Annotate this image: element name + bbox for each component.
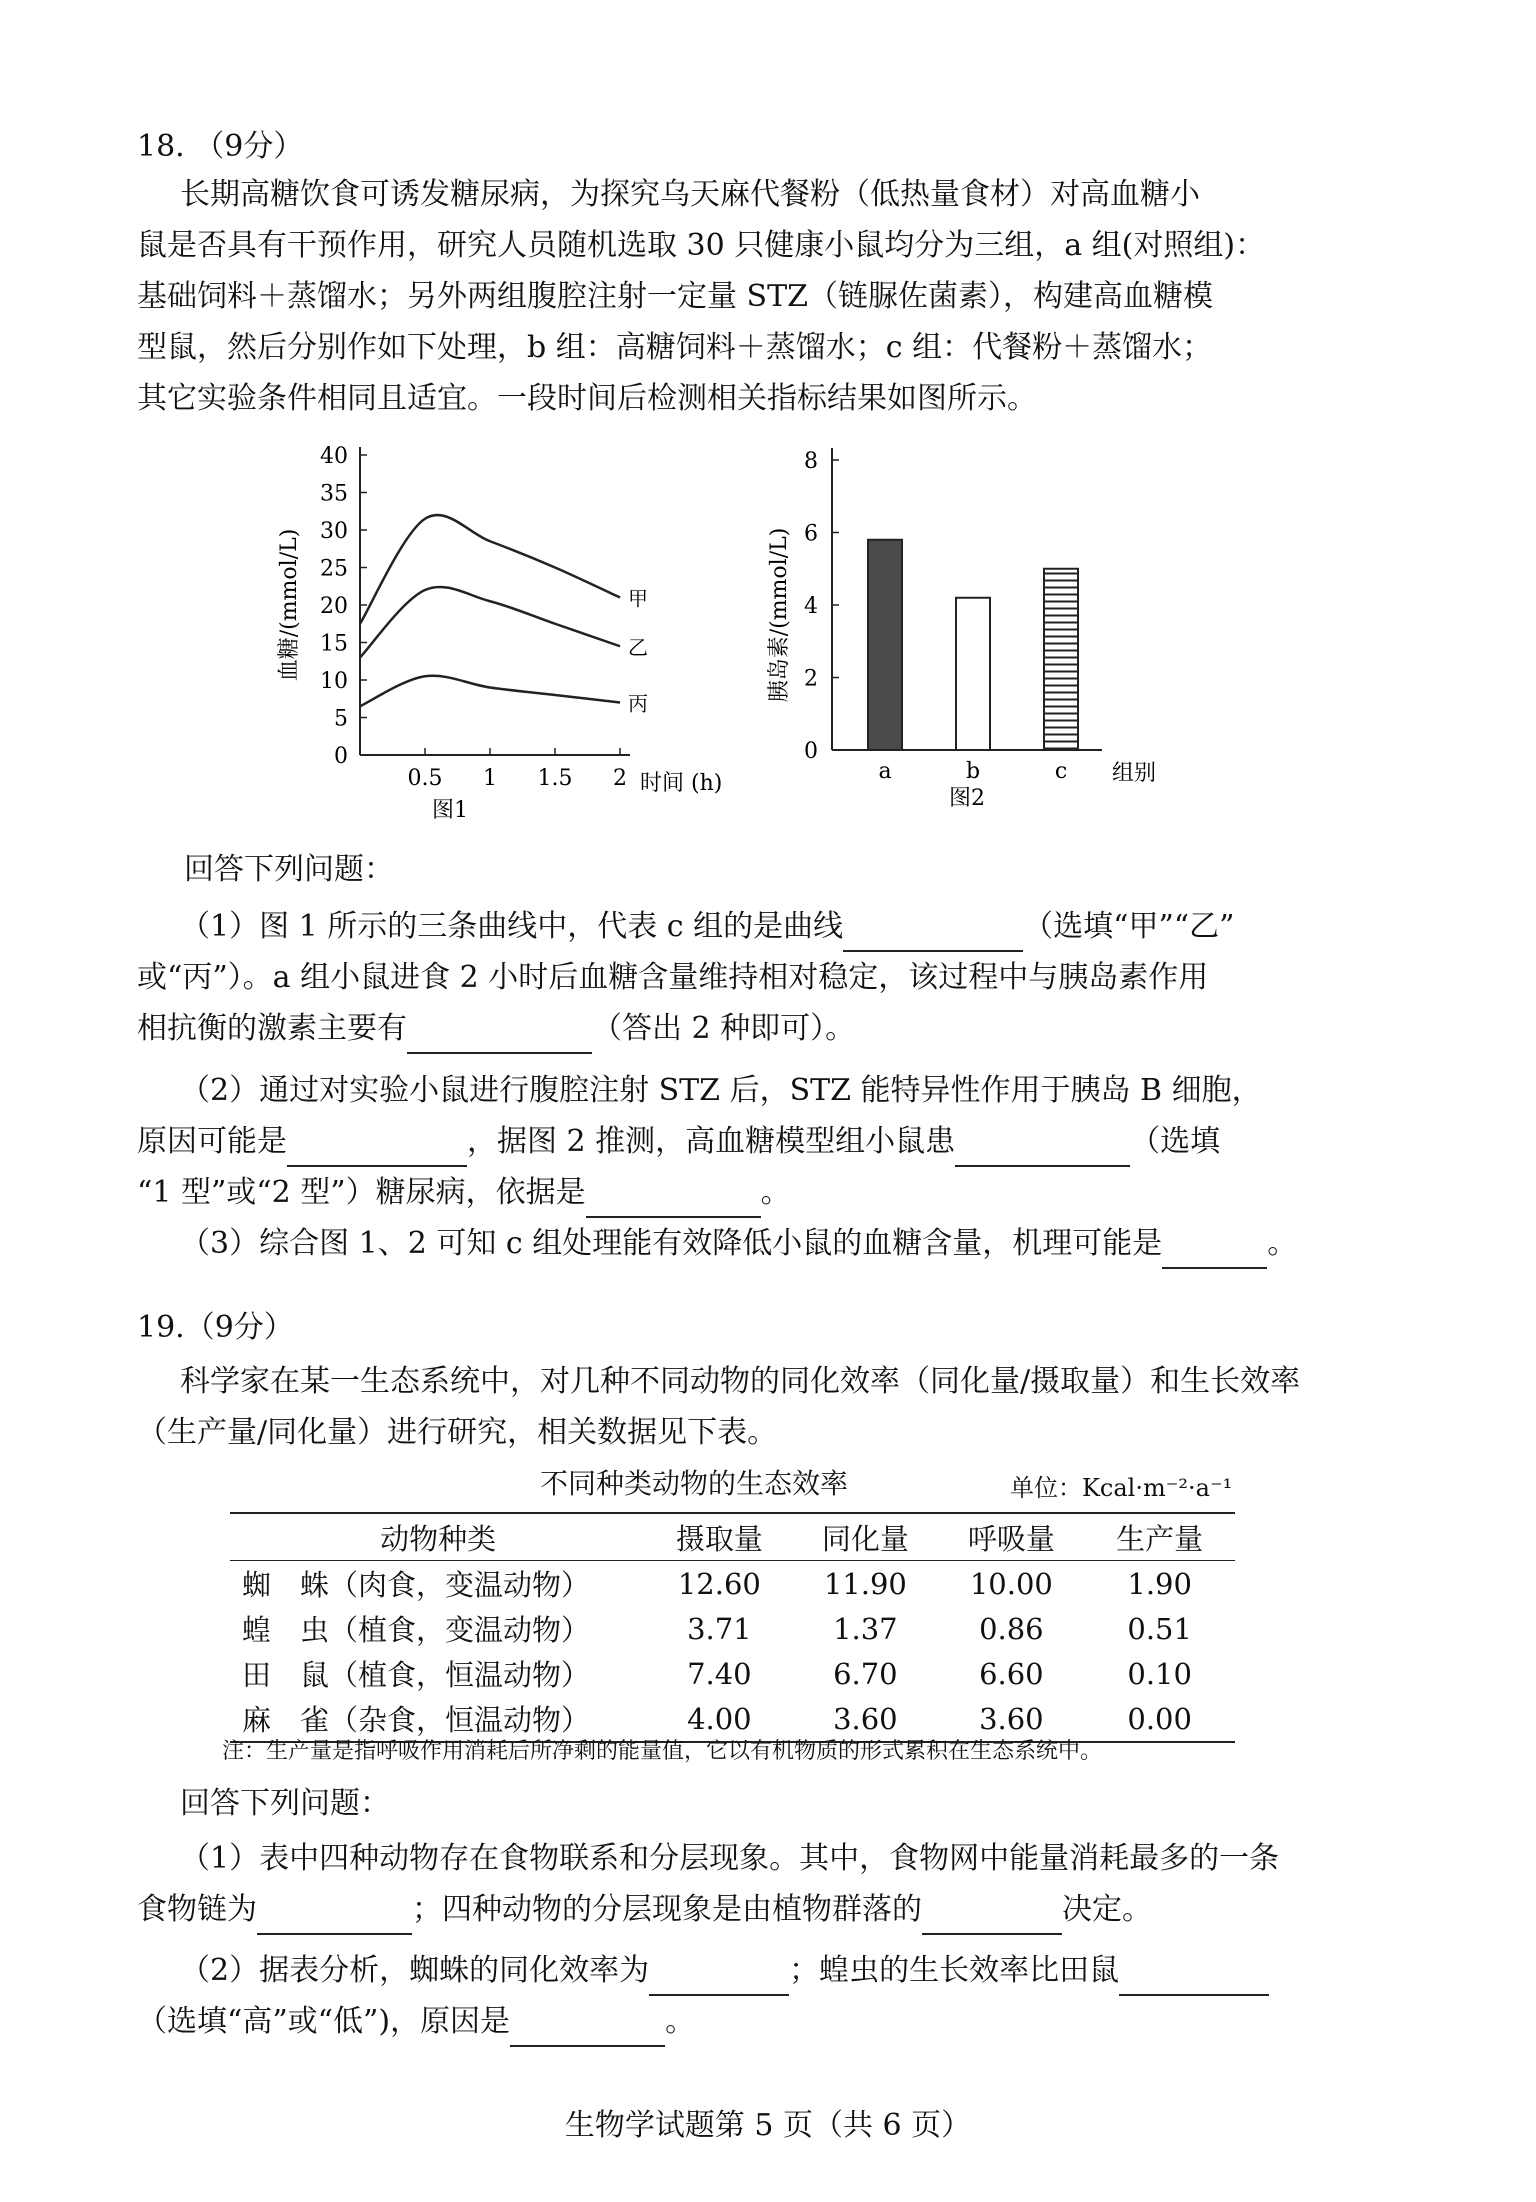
q18-subq1-line2: 或“丙”）。a 组小鼠进食 2 小时后血糖含量维持相对稳定，该过程中与胰岛素作用 — [137, 960, 1209, 995]
answer-blank[interactable] — [586, 1182, 761, 1218]
q18-subq1-text: 相抗衡的激素主要有 — [137, 1011, 407, 1046]
q19-answer-prompt: 回答下列问题： — [180, 1786, 390, 1821]
x-tick-label: a — [878, 759, 892, 784]
x-tick-label: c — [1054, 759, 1068, 784]
q18-subq2-line2 — [137, 1117, 1220, 1167]
table-cell: 1.37 — [833, 1611, 898, 1646]
q19-subq1-text: 食物链为 — [137, 1892, 257, 1927]
bar-a — [868, 540, 902, 750]
table-cell: 3.60 — [979, 1701, 1044, 1736]
q18-subq2-text: 原因可能是 — [137, 1124, 287, 1159]
q18-intro-line: 型鼠，然后分别作如下处理，b 组：高糖饲料＋蒸馏水；c 组：代餐粉＋蒸馏水； — [137, 330, 1213, 365]
table-note: 注：生产量是指呼吸作用消耗后所净剩的能量值，它以有机物质的形式累积在生态系统中。 — [222, 1739, 1103, 1764]
table-caption: 不同种类动物的生态效率 — [540, 1467, 849, 1500]
y-tick-label: 8 — [804, 449, 818, 474]
y-tick-label: 10 — [320, 669, 348, 694]
q19-subq2-text: ；蝗虫的生长效率比田鼠 — [789, 1953, 1120, 1988]
table-cell: 蜘 蛛（肉食，变温动物） — [242, 1568, 591, 1602]
page-footer: 生物学试题第 5 页（共 6 页） — [564, 2108, 972, 2143]
answer-blank[interactable] — [287, 1131, 467, 1167]
table-cell: 10.00 — [969, 1566, 1053, 1601]
figure-1-line-chart — [270, 430, 750, 830]
table-header-cell: 同化量 — [821, 1521, 909, 1556]
answer-blank[interactable] — [257, 1899, 412, 1935]
y-tick-label: 25 — [320, 556, 348, 582]
q18-subq2-text: （选填 — [1130, 1124, 1221, 1159]
table-cell: 1.90 — [1127, 1566, 1192, 1601]
q18-subq1-line1 — [180, 902, 1234, 952]
y-tick-label: 15 — [320, 631, 348, 657]
y-tick-label: 35 — [320, 481, 348, 507]
q18-subq3-text: （3）综合图 1、2 可知 c 组处理能有效降低小鼠的血糖含量，机理可能是 — [180, 1226, 1163, 1261]
q18-subq2-text: 。 — [760, 1175, 791, 1210]
q18-intro-line: 鼠是否具有干预作用，研究人员随机选取 30 只健康小鼠均分为三组，a 组(对照组)： — [137, 228, 1266, 263]
x-axis-label: 组别 — [1112, 761, 1157, 786]
q18-subq3-text: 。 — [1267, 1226, 1298, 1261]
answer-blank[interactable] — [843, 916, 1023, 952]
q18-subq1-text: （选填“甲”“乙” — [1023, 909, 1235, 944]
q18-subq1-line3 — [137, 1004, 855, 1054]
bar-b — [956, 598, 990, 750]
table-cell: 3.71 — [687, 1611, 752, 1646]
question-18-header: 18. （9分） — [137, 129, 304, 164]
y-tick-label: 4 — [804, 594, 818, 619]
table-row — [230, 1561, 1235, 1607]
table-cell: 6.60 — [979, 1656, 1044, 1691]
answer-blank[interactable] — [1119, 1960, 1269, 1996]
q19-subq2-line2 — [137, 1997, 695, 2047]
figure-caption: 图1 — [432, 798, 468, 823]
table-cell: 4.00 — [687, 1701, 752, 1736]
ecological-efficiency-table — [230, 1512, 1235, 1743]
x-tick-label: 2 — [613, 766, 627, 791]
q19-subq2-text: （选填“高”或“低”)，原因是 — [137, 2004, 511, 2039]
table-cell: 11.90 — [823, 1566, 907, 1601]
q19-subq2-line1 — [180, 1946, 1269, 1996]
question-19-header: 19.（9分） — [137, 1310, 294, 1345]
answer-blank[interactable] — [955, 1131, 1130, 1167]
y-tick-label: 2 — [804, 666, 818, 692]
series-line-甲 — [360, 515, 620, 624]
table-cell: 12.60 — [677, 1566, 761, 1601]
answer-blank[interactable] — [407, 1018, 592, 1054]
series-label: 乙 — [628, 635, 648, 660]
q18-subq2-text: “1 型”或“2 型”）糖尿病，依据是 — [137, 1175, 586, 1210]
series-label: 甲 — [628, 586, 648, 611]
x-tick-label: 0.5 — [407, 766, 443, 791]
y-tick-label: 30 — [320, 519, 348, 544]
bar-c — [1044, 569, 1078, 750]
q19-subq1-line1: （1）表中四种动物存在食物联系和分层现象。其中，食物网中能量消耗最多的一条 — [180, 1841, 1280, 1876]
q19-subq1-text: ；四种动物的分层现象是由植物群落的 — [412, 1892, 922, 1927]
y-tick-label: 0 — [804, 739, 818, 764]
table-cell: 0.00 — [1127, 1701, 1192, 1736]
answer-blank[interactable] — [1162, 1233, 1267, 1269]
series-line-丙 — [360, 676, 620, 707]
y-tick-label: 40 — [320, 444, 348, 469]
q18-subq3-line1 — [180, 1219, 1297, 1269]
q18-subq1-text: （1）图 1 所示的三条曲线中，代表 c 组的是曲线 — [180, 909, 844, 944]
q18-answer-prompt: 回答下列问题： — [184, 852, 394, 887]
q18-subq2-line1: （2）通过对实验小鼠进行腹腔注射 STZ 后，STZ 能特异性作用于胰岛 B 细胞， — [180, 1073, 1262, 1108]
y-tick-label: 0 — [334, 744, 348, 769]
q19-subq1-line2 — [137, 1885, 1152, 1935]
figure-2-bar-chart — [760, 430, 1200, 830]
table-header-cell: 生产量 — [1116, 1521, 1204, 1556]
table-cell: 0.10 — [1127, 1656, 1192, 1691]
table-cell: 7.40 — [687, 1656, 752, 1691]
table-cell: 麻 雀（杂食，恒温动物） — [242, 1703, 591, 1737]
q18-subq1-text: （答出 2 种即可）。 — [592, 1011, 856, 1046]
table-cell: 0.51 — [1127, 1611, 1192, 1646]
table-header-cell: 摄取量 — [675, 1521, 763, 1556]
answer-blank[interactable] — [510, 2011, 665, 2047]
answer-blank[interactable] — [922, 1899, 1062, 1935]
table-row — [230, 1651, 1235, 1696]
table-unit: 单位：Kcal·m⁻²·a⁻¹ — [1010, 1474, 1233, 1502]
answer-blank[interactable] — [649, 1960, 789, 1996]
q19-subq2-text: 。 — [665, 2004, 696, 2039]
q18-intro-line: 基础饲料＋蒸馏水；另外两组腹腔注射一定量 STZ（链脲佐菌素），构建高血糖模 — [137, 279, 1213, 314]
table-cell: 6.70 — [833, 1656, 898, 1691]
y-tick-label: 5 — [334, 706, 348, 732]
series-line-乙 — [360, 587, 620, 658]
series-label: 丙 — [628, 691, 648, 716]
q18-intro-line: 长期高糖饮食可诱发糖尿病，为探究乌天麻代餐粉（低热量食材）对高血糖小 — [180, 177, 1200, 212]
figure-caption: 图2 — [949, 786, 985, 811]
q18-subq2-text: ，据图 2 推测，高血糖模型组小鼠患 — [467, 1124, 956, 1159]
x-tick-label: 1.5 — [537, 766, 573, 791]
table-cell: 0.86 — [979, 1611, 1044, 1646]
q19-subq2-text: （2）据表分析，蜘蛛的同化效率为 — [180, 1953, 650, 1988]
table-header-row — [230, 1513, 1235, 1561]
y-tick-label: 20 — [320, 594, 348, 619]
table-row — [230, 1606, 1235, 1651]
q18-subq2-line3 — [137, 1168, 791, 1218]
x-tick-label: b — [965, 759, 981, 784]
table-header-cell: 动物种类 — [380, 1521, 497, 1556]
table-cell: 田 鼠（植食，恒温动物） — [242, 1658, 591, 1692]
y-axis-label: 胰岛素/(mmol/L) — [767, 527, 792, 703]
x-axis-label: 时间 (h) — [640, 771, 723, 796]
y-axis-label: 血糖/(mmol/L) — [277, 528, 302, 682]
q18-intro-line: 其它实验条件相同且适宜。一段时间后检测相关指标结果如图所示。 — [137, 381, 1037, 416]
x-tick-label: 1 — [483, 766, 497, 791]
q19-subq1-text: 决定。 — [1062, 1892, 1152, 1927]
table-cell: 3.60 — [833, 1701, 898, 1736]
table-cell: 蝗 虫（植食，变温动物） — [242, 1613, 591, 1647]
y-tick-label: 6 — [804, 521, 818, 547]
q19-intro-line: （生产量/同化量）进行研究，相关数据见下表。 — [137, 1415, 778, 1450]
q19-intro-line: 科学家在某一生态系统中，对几种不同动物的同化效率（同化量/摄取量）和生长效率 — [180, 1364, 1301, 1399]
table-header-cell: 呼吸量 — [967, 1521, 1055, 1556]
